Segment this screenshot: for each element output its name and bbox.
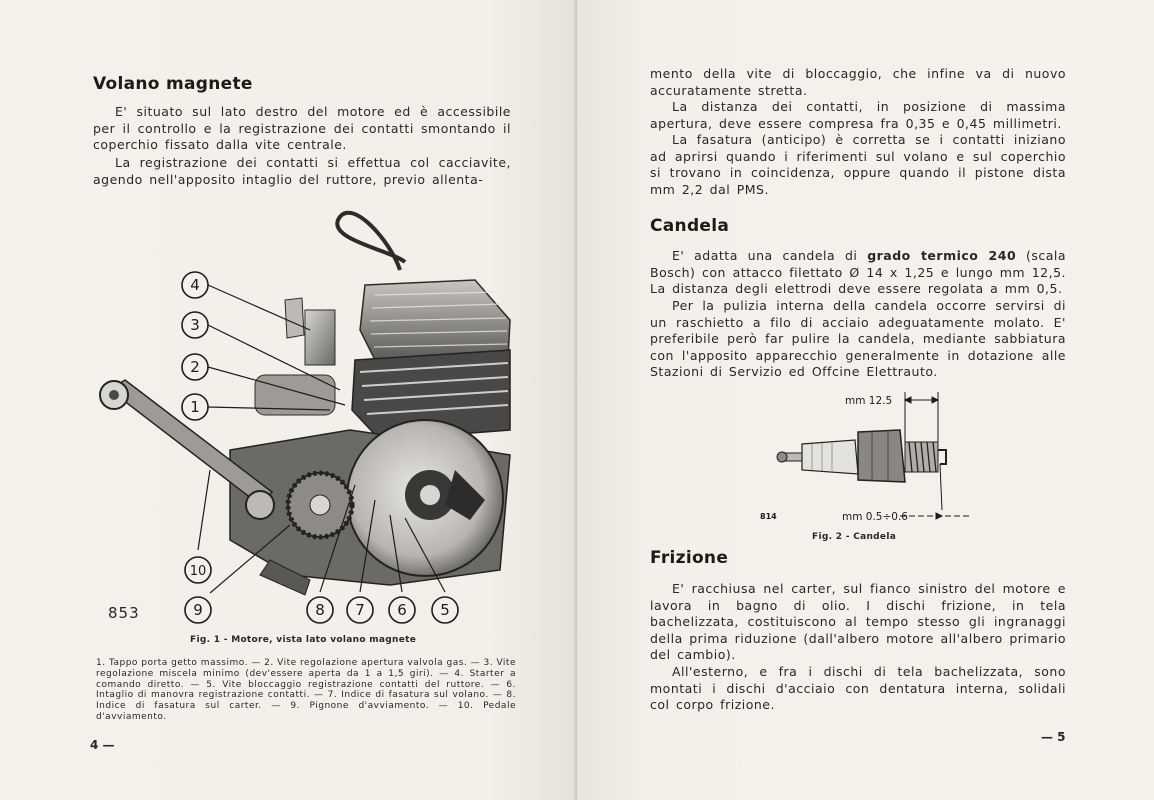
page-number-left: 4 — [90, 738, 115, 752]
paragraph-frizione-2: All'esterno, e fra i dischi di tela bachelizzata, sono montati i dischi d'acciaio con dentatura interna, solidali col corpo frizione. [650, 664, 1066, 713]
callout-2: 2 [190, 358, 200, 376]
paragraph-candela-1 [650, 248, 1066, 298]
paragraph-volano-1: E' situato sul lato destro del motore ed è accessibile per il controllo e la registrazione dei contatti smontando il coperchio fissato dalla vite centrale. [93, 104, 511, 153]
paragraph-frizione-1: E' racchiusa nel carter, sul fianco sinistro del motore e lavora in bagno di olio. I dischi frizione, in tela bachelizzata, costituiscono al tempo stesso gli ingranaggi della prima riduzione (dall'albero motore all'albero primario del cambio). [650, 581, 1066, 663]
callout-7: 7 [355, 601, 365, 619]
candela-text-post: (scala Bosch) con attacco filettato Ø 14 x 1,25 e lungo mm 12,5. La distanza degli elettrodi deve essere regolata a mm 0,5. [650, 248, 1067, 297]
callout-1: 1 [190, 398, 200, 416]
heading-frizione: Frizione [650, 548, 729, 568]
engine-illustration [90, 200, 520, 630]
heading-volano-magnete: Volano magnete [93, 74, 253, 94]
dim-thread-length: mm 12.5 [845, 395, 893, 407]
callout-3: 3 [190, 316, 200, 334]
figure-2-caption: Fig. 2 - Candela [812, 532, 897, 542]
figure-2-number: 814 [760, 512, 777, 521]
candela-text-pre: E' adatta una candela di [672, 248, 868, 263]
callout-9: 9 [193, 601, 203, 619]
figure-1-legend: 1. Tappo porta getto massimo. — 2. Vite regolazione apertura valvola gas. — 3. Vite regolazione miscela minimo (dev'essere aperta da 1 a 1,5 giri). — 4. Starter a comando diretto. — 5. Vite bloccaggio registrazione contatti del ruttore. — 6. Intaglio di manovra registrazione contatti. — 7. Indice di fasatura sul volano. — 8. Indice di fasatura sul carter. — 9. Pignone d'avviamento. — 10. Pedale d'avviamento. [96, 658, 516, 722]
callout-5: 5 [440, 601, 450, 619]
page-number-right: — 5 [1041, 730, 1066, 744]
dim-electrode-gap: mm 0.5÷0.6 [842, 511, 908, 523]
grado-termico-bold: grado termico 240 [867, 248, 1017, 263]
callout-4: 4 [190, 276, 200, 294]
heading-candela: Candela [650, 216, 730, 236]
paragraph-candela-2: Per la pulizia interna della candela occorre servirsi di un raschietto a filo di acciaio adeguatamente molato. E' preferibile però far pulire la candela, mediante sabbiatura con l'apposito apparecchio generalmente in dotazione alle Stazioni di Servizio ed Offcine Elettrauto. [650, 298, 1066, 380]
spark-plug-illustration [760, 382, 980, 527]
callout-6: 6 [397, 601, 407, 619]
paragraph-fasatura: La fasatura (anticipo) è corretta se i contatti iniziano ad aprirsi quando i riferimenti sul volano e sul coperchio si trovano in coincidenza, oppure quando il pistone dista mm 2,2 dal PMS. [650, 132, 1066, 197]
paragraph-distanza-contatti: La distanza dei contatti, in posizione di massima apertura, deve essere compresa fra 0,35 e 0,45 millimetri. [650, 99, 1066, 131]
callout-8: 8 [315, 601, 325, 619]
figure-1-number: 853 [108, 604, 140, 622]
paragraph-volano-2: La registrazione dei contatti si effettua col cacciavite, agendo nell'apposito intaglio del ruttore, previo allenta- [93, 155, 511, 187]
figure-1-caption: Fig. 1 - Motore, vista lato volano magnete [190, 635, 417, 645]
callout-10: 10 [189, 564, 207, 579]
paragraph-continuation: mento della vite di bloccaggio, che infine va di nuovo accuratamente stretta. [650, 66, 1066, 98]
